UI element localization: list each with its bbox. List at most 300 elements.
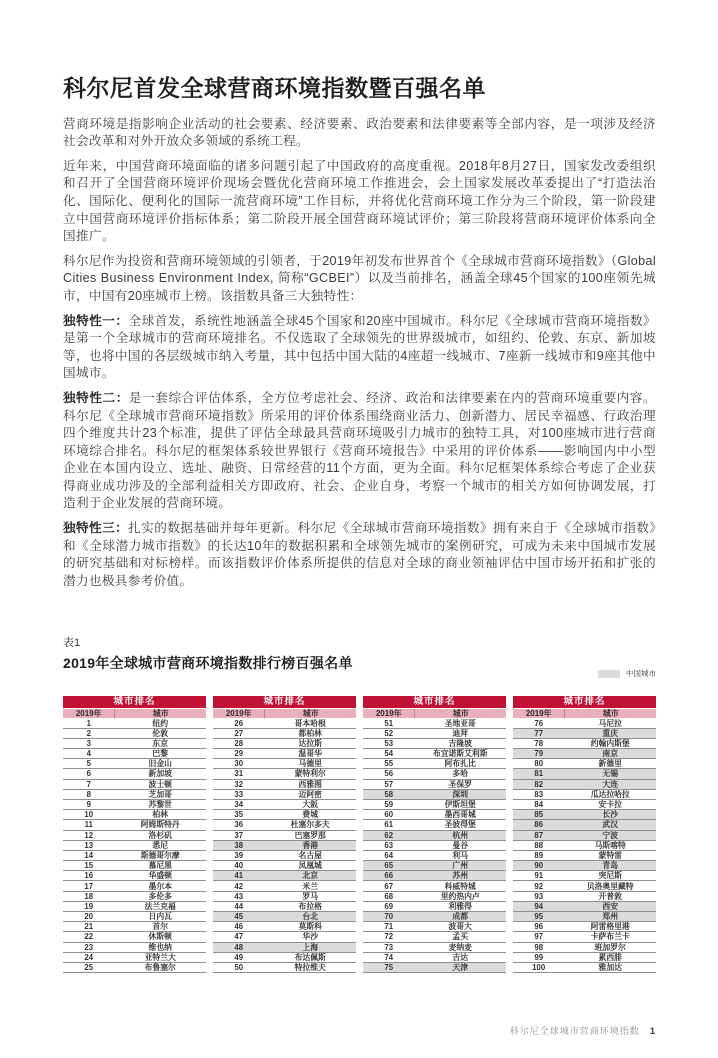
- city-cell: 郑州: [602, 912, 619, 922]
- rank-cell: 78: [534, 738, 544, 748]
- table-row: [213, 800, 356, 810]
- table-row: [363, 963, 506, 973]
- rank-cell: 56: [384, 769, 394, 779]
- rank-cell: 21: [84, 922, 94, 932]
- rank-cell: 52: [384, 728, 394, 738]
- city-cell: 米兰: [302, 881, 319, 891]
- table-row: [213, 820, 356, 830]
- rank-cell: 61: [384, 820, 394, 830]
- city-cell: 布鲁塞尔: [144, 963, 176, 973]
- city-cell: 宁波: [602, 830, 619, 840]
- table-row: [363, 871, 506, 881]
- city-cell: 慕尼黑: [148, 861, 172, 871]
- rank-cell: 99: [534, 952, 544, 962]
- table-row: [513, 780, 656, 790]
- rank-cell: 74: [384, 952, 394, 962]
- city-cell: 累西腓: [598, 952, 622, 962]
- city-cell: 迈阿密: [298, 789, 322, 799]
- city-cell: 首尔: [152, 922, 169, 932]
- table-row: [513, 943, 656, 953]
- city-cell: 伊斯坦堡: [444, 800, 476, 810]
- city-cell: 香港: [302, 840, 319, 850]
- rank-cell: 10: [84, 810, 94, 820]
- city-cell: 凤凰城: [298, 861, 322, 871]
- rank-cell: 59: [384, 800, 394, 810]
- ranking-column: [63, 696, 206, 973]
- city-cell: 孟买: [452, 932, 469, 942]
- city-cell: 成都: [452, 912, 469, 922]
- column-header: 城市排名: [63, 696, 206, 708]
- table-row: [513, 739, 656, 749]
- table-row: [513, 892, 656, 902]
- rank-cell: 36: [234, 820, 244, 830]
- rank-cell: 75: [384, 963, 394, 973]
- table-row: [213, 810, 356, 820]
- city-cell: 圣地亚哥: [444, 718, 476, 728]
- rank-cell: 14: [84, 850, 94, 860]
- rank-cell: 81: [534, 769, 544, 779]
- city-cell: 日内瓦: [148, 912, 172, 922]
- table-row: [63, 790, 206, 800]
- table-row: [363, 912, 506, 922]
- city-cell: 青岛: [602, 861, 619, 871]
- rank-cell: 41: [234, 871, 244, 881]
- city-cell: 墨尔本: [148, 881, 172, 891]
- table-row: [63, 759, 206, 769]
- table-row: [513, 841, 656, 851]
- table-row: [513, 800, 656, 810]
- rank-cell: 28: [234, 738, 244, 748]
- rank-cell: 35: [234, 810, 244, 820]
- city-cell: 西安: [602, 901, 619, 911]
- city-cell: 无锡: [602, 769, 619, 779]
- city-cell: 武汉: [602, 820, 619, 830]
- city-cell: 墨西哥城: [444, 810, 476, 820]
- table-row: [63, 932, 206, 942]
- table-row: [213, 749, 356, 759]
- rank-cell: 91: [534, 871, 544, 881]
- ranking-column: [513, 696, 656, 973]
- city-cell: 巴塞罗那: [294, 830, 326, 840]
- rank-cell: 29: [234, 749, 244, 759]
- rank-cell: 26: [234, 718, 244, 728]
- rank-cell: 54: [384, 749, 394, 759]
- rank-cell: 94: [534, 901, 544, 911]
- rank-cell: 38: [234, 840, 244, 850]
- paragraph: 独特性三：扎实的数据基础并每年更新。科尔尼《全球城市营商环境指数》拥有来自于《全球城市指数》和《全球潜力城市指数》的长达10年的数据积累和全球领先城市的案例研究，可成为未来中国城市发展的研究基础和对标榜样。而该指数评价体系所提供的信息对全球的商业领袖评估中国市场开拓和扩张的潜力也极具参考价值。: [63, 521, 656, 588]
- city-cell: 苏州: [452, 871, 469, 881]
- city-cell: 莫斯科: [298, 922, 322, 932]
- table-row: [363, 841, 506, 851]
- table-row: [513, 790, 656, 800]
- table-row: [213, 861, 356, 871]
- table-row: [363, 749, 506, 759]
- rank-cell: 17: [84, 881, 94, 891]
- city-cell: 布拉格: [298, 901, 322, 911]
- rank-cell: 77: [534, 728, 544, 738]
- column-subheader: [63, 708, 206, 718]
- city-cell: 名古屋: [298, 850, 322, 860]
- table-row: [363, 932, 506, 942]
- rank-cell: 92: [534, 881, 544, 891]
- footer-text: 科尔尼全球城市营商环境指数: [509, 1026, 640, 1036]
- city-cell: 曼谷: [452, 840, 469, 850]
- table-row: [213, 769, 356, 779]
- table-row: [213, 943, 356, 953]
- rank-cell: 5: [86, 759, 91, 769]
- city-cell: 斯德哥尔摩: [140, 850, 180, 860]
- rank-cell: 89: [534, 850, 544, 860]
- city-cell: 多伦多: [148, 891, 172, 901]
- city-cell: 马尼拉: [598, 718, 622, 728]
- ranking-column: [213, 696, 356, 973]
- column-header: 城市排名: [513, 696, 656, 708]
- table-row: [63, 769, 206, 779]
- table-row: [363, 851, 506, 861]
- rank-cell: 42: [234, 881, 244, 891]
- rank-cell: 47: [234, 932, 244, 942]
- table-row: [63, 851, 206, 861]
- city-cell: 特拉维夫: [294, 963, 326, 973]
- rank-cell: 33: [234, 789, 244, 799]
- rank-cell: 25: [84, 963, 94, 973]
- city-cell: 安卡拉: [598, 800, 622, 810]
- rank-cell: 60: [384, 810, 394, 820]
- city-cell: 吉隆坡: [448, 738, 472, 748]
- city-cell: 里约热内卢: [440, 891, 480, 901]
- column-subheader: [513, 708, 656, 718]
- table-row: [513, 963, 656, 973]
- table-row: [363, 810, 506, 820]
- city-cell: 亚特兰大: [144, 952, 176, 962]
- city-cell: 天津: [452, 963, 469, 973]
- table-row: [363, 831, 506, 841]
- table-row: [213, 881, 356, 891]
- rank-cell: 24: [84, 952, 94, 962]
- year-column-header: 2019年: [525, 709, 552, 719]
- city-cell: 休斯顿: [148, 932, 172, 942]
- rank-cell: 55: [384, 759, 394, 769]
- table-row: [363, 820, 506, 830]
- column-subheader: [363, 708, 506, 718]
- city-cell: 开普敦: [598, 891, 622, 901]
- city-cell: 圣彼得堡: [444, 820, 476, 830]
- rank-cell: 7: [86, 779, 91, 789]
- city-cell: 北京: [302, 871, 319, 881]
- city-cell: 苏黎世: [148, 800, 172, 810]
- table-row: [513, 851, 656, 861]
- rank-cell: 16: [84, 871, 94, 881]
- table-row: [363, 902, 506, 912]
- table-row: [213, 932, 356, 942]
- rank-cell: 34: [234, 800, 244, 810]
- paragraph-lead: 独特性二：: [63, 390, 129, 405]
- rank-cell: 23: [84, 942, 94, 952]
- city-cell: 伦敦: [152, 728, 169, 738]
- rank-cell: 96: [534, 922, 544, 932]
- table-row: [513, 881, 656, 891]
- table-row: [63, 892, 206, 902]
- city-cell: 马斯喀特: [594, 840, 626, 850]
- table-row: [213, 841, 356, 851]
- paragraph: 独特性二：是一套综合评估体系，全方位考虑社会、经济、政治和法律要素在内的营商环境重要内容。科尔尼《全球城市营商环境指数》所采用的评价体系围绕商业活力、创新潜力、居民幸福感、行政治理四个维度共计23个标准，提供了评估全球最具营商环境吸引力城市的独特工具，对100座城市进行营商环境综合排名。科尔尼的框架体系较世界银行《营商环境报告》中采用的评价体系——影响国内中小型企业在本国内设立、选址、融资、日常经营的11个方面，更为全面。科尔尼框架体系综合考虑了企业获得商业成功涉及的全部利益相关方即政府、社会、企业自身，考察一个城市的相关方如何协调发展，打造利于企业发展的营商环境。: [63, 390, 657, 511]
- column-header: 城市排名: [363, 696, 506, 708]
- table-row: [363, 881, 506, 891]
- table-row: [363, 922, 506, 932]
- city-cell: 南京: [602, 749, 619, 759]
- rank-cell: 8: [86, 789, 91, 799]
- city-cell: 多哈: [452, 769, 469, 779]
- table-row: [513, 831, 656, 841]
- city-cell: 维也纳: [148, 942, 172, 952]
- rank-cell: 84: [534, 800, 544, 810]
- city-cell: 蒙特雷: [598, 850, 622, 860]
- table-row: [513, 749, 656, 759]
- rank-cell: 90: [534, 861, 544, 871]
- year-column-header: 2019年: [375, 709, 402, 719]
- city-cell: 悉尼: [152, 840, 169, 850]
- city-column-header: 城市: [564, 709, 656, 718]
- rank-cell: 93: [534, 891, 544, 901]
- table-title: 2019年全球城市营商环境指数排行榜百强名单: [63, 655, 353, 672]
- table-row: [63, 963, 206, 973]
- city-cell: 利马: [452, 850, 469, 860]
- rank-cell: 6: [86, 769, 91, 779]
- rank-cell: 62: [384, 830, 394, 840]
- body-paragraphs: [63, 116, 656, 591]
- rank-cell: 51: [384, 718, 394, 728]
- city-cell: 约翰内斯堡: [590, 738, 630, 748]
- rank-cell: 88: [534, 840, 544, 850]
- table-row: [213, 912, 356, 922]
- city-cell: 波士顿: [148, 779, 172, 789]
- city-cell: 哥本哈根: [294, 718, 326, 728]
- city-cell: 芝加哥: [148, 789, 172, 799]
- rank-cell: 67: [384, 881, 394, 891]
- table-row: [63, 831, 206, 841]
- city-column-header: 城市: [414, 709, 506, 718]
- rank-cell: 22: [84, 932, 94, 942]
- city-cell: 布宜诺斯艾利斯: [432, 749, 488, 759]
- rank-cell: 43: [234, 891, 244, 901]
- table-row: [213, 780, 356, 790]
- city-cell: 温哥华: [298, 749, 322, 759]
- table-row: [63, 780, 206, 790]
- table-row: [63, 881, 206, 891]
- rank-cell: 85: [534, 810, 544, 820]
- table-row: [63, 943, 206, 953]
- city-cell: 雅加达: [598, 963, 622, 973]
- city-cell: 马德里: [298, 759, 322, 769]
- table-row: [213, 739, 356, 749]
- page-footer: [510, 1024, 655, 1037]
- table-row: [63, 902, 206, 912]
- rank-cell: 12: [84, 830, 94, 840]
- city-cell: 长沙: [602, 810, 619, 820]
- table-row: [63, 729, 206, 739]
- rank-cell: 39: [234, 850, 244, 860]
- rank-cell: 79: [534, 749, 544, 759]
- table-row: [213, 871, 356, 881]
- rank-cell: 11: [84, 820, 93, 830]
- table-section: [63, 634, 656, 973]
- city-column-header: 城市: [114, 709, 206, 718]
- rank-cell: 46: [234, 922, 244, 932]
- city-cell: 阿雷格里港: [590, 922, 630, 932]
- paragraph: 科尔尼作为投资和营商环境领域的引领者，于2019年初发布世界首个《全球城市营商环境指数》（Global Cities Business Environment Index, 简称“GCBEI”）以及当前排名，涵盖全球45个国家的100座领先城市，中国有20座城市上榜。该指数具备三大独特性：: [63, 253, 656, 303]
- rank-cell: 68: [384, 891, 394, 901]
- city-cell: 东京: [152, 738, 169, 748]
- rank-cell: 53: [384, 738, 394, 748]
- rank-cell: 45: [234, 912, 244, 922]
- table-row: [363, 718, 506, 728]
- year-column-header: 2019年: [75, 709, 102, 719]
- rank-cell: 100: [532, 963, 546, 973]
- table-row: [363, 739, 506, 749]
- city-cell: 柏林: [152, 810, 169, 820]
- city-cell: 广州: [452, 861, 469, 871]
- rank-cell: 69: [384, 901, 394, 911]
- paragraph: 营商环境是指影响企业活动的社会要素、经济要素、政治要素和法律要素等全部内容，是一项涉及经济社会改革和对外开放众多领域的系统工程。: [63, 116, 656, 149]
- city-column-header: 城市: [264, 709, 356, 718]
- table-row: [213, 759, 356, 769]
- table-row: [63, 953, 206, 963]
- china-city-swatch: [598, 670, 620, 678]
- city-cell: 迪拜: [452, 728, 469, 738]
- paragraph: 独特性一：全球首发，系统性地涵盖全球45个国家和20座中国城市。科尔尼《全球城市营商环境指数》是第一个全球城市的营商环境排名。不仅选取了全球领先的世界级城市，如纽约、伦敦、东京、新加坡等，也将中国的各层级城市纳入考量，其中包括中国大陆的4座超一线城市、7座新一线城市和9座其他中国城市。: [63, 313, 656, 381]
- ranking-column: [363, 696, 506, 973]
- city-cell: 法兰克福: [144, 901, 176, 911]
- city-cell: 新德里: [598, 759, 622, 769]
- paragraph-lead: 独特性三：: [63, 521, 129, 536]
- table-row: [513, 729, 656, 739]
- table-row: [513, 932, 656, 942]
- city-cell: 布达佩斯: [294, 952, 326, 962]
- report-content: [63, 75, 656, 973]
- rank-cell: 13: [84, 840, 94, 850]
- table-row: [213, 729, 356, 739]
- city-cell: 纽约: [152, 718, 169, 728]
- table-row: [213, 718, 356, 728]
- city-cell: 麦纳麦: [448, 942, 472, 952]
- rank-cell: 64: [384, 850, 394, 860]
- rank-cell: 76: [534, 718, 544, 728]
- city-cell: 贝洛奥里藏特: [586, 881, 634, 891]
- rank-cell: 32: [234, 779, 244, 789]
- rank-cell: 63: [384, 840, 394, 850]
- table-row: [63, 739, 206, 749]
- city-cell: 阿姆斯特丹: [140, 820, 180, 830]
- table-row: [363, 953, 506, 963]
- city-cell: 卡萨布兰卡: [590, 932, 630, 942]
- table-row: [63, 749, 206, 759]
- rank-cell: 20: [84, 912, 94, 922]
- table-row: [513, 871, 656, 881]
- table-row: [363, 800, 506, 810]
- page-number: 1: [649, 1026, 655, 1037]
- table-row: [213, 902, 356, 912]
- china-city-legend: [598, 668, 656, 679]
- table-row: [513, 861, 656, 871]
- table-label: 表1: [63, 637, 81, 650]
- city-cell: 罗马: [302, 891, 319, 901]
- rank-cell: 27: [234, 728, 244, 738]
- rank-cell: 97: [534, 932, 544, 942]
- year-column-header: 2019年: [225, 709, 252, 719]
- paragraph: 近年来，中国营商环境面临的诸多问题引起了中国政府的高度重视。2018年8月27日，国家发改委组织和召开了全国营商环境评价现场会暨优化营商环境工作推进会，会上国家发展改革委提出了“打造法治化、国际化、便利化的国际一流营商环境”工作目标，并将优化营商环境工作分为三个阶段，第一阶段建立中国营商环境评价指标体系；第二阶段开展全国营商环境试评价；第三阶段将营商环境评价体系向全国推广。: [63, 158, 656, 244]
- rank-cell: 66: [384, 871, 394, 881]
- rank-cell: 87: [534, 830, 544, 840]
- table-row: [63, 810, 206, 820]
- city-cell: 吉达: [452, 952, 469, 962]
- city-cell: 巴黎: [152, 749, 169, 759]
- city-cell: 西雅图: [298, 779, 322, 789]
- rank-cell: 57: [384, 779, 394, 789]
- city-cell: 杜塞尔多夫: [290, 820, 330, 830]
- table-row: [63, 912, 206, 922]
- city-cell: 都柏林: [298, 728, 322, 738]
- rank-cell: 83: [534, 789, 544, 799]
- table-row: [213, 831, 356, 841]
- rank-cell: 95: [534, 912, 544, 922]
- table-row: [363, 729, 506, 739]
- rank-cell: 40: [234, 861, 244, 871]
- rank-cell: 48: [234, 942, 244, 952]
- rank-cell: 49: [234, 952, 244, 962]
- column-subheader: [213, 708, 356, 718]
- rank-cell: 82: [534, 779, 544, 789]
- table-row: [63, 871, 206, 881]
- city-cell: 大阪: [302, 800, 319, 810]
- rank-cell: 72: [384, 932, 394, 942]
- rank-cell: 3: [86, 738, 91, 748]
- city-cell: 台北: [302, 912, 319, 922]
- table-row: [63, 922, 206, 932]
- city-cell: 大连: [602, 779, 619, 789]
- table-row: [213, 953, 356, 963]
- table-row: [513, 820, 656, 830]
- rank-cell: 1: [86, 718, 91, 728]
- column-header: 城市排名: [213, 696, 356, 708]
- table-row: [363, 790, 506, 800]
- table-row: [363, 780, 506, 790]
- city-cell: 深圳: [452, 789, 469, 799]
- table-row: [513, 810, 656, 820]
- city-cell: 利雅得: [448, 901, 472, 911]
- table-row: [513, 718, 656, 728]
- rank-cell: 19: [84, 901, 94, 911]
- city-cell: 圣保罗: [448, 779, 472, 789]
- rank-cell: 80: [534, 759, 544, 769]
- table-row: [513, 769, 656, 779]
- table-row: [213, 963, 356, 973]
- rank-cell: 98: [534, 942, 544, 952]
- rank-cell: 86: [534, 820, 544, 830]
- table-row: [513, 902, 656, 912]
- table-row: [363, 861, 506, 871]
- city-cell: 瓜达拉哈拉: [590, 789, 630, 799]
- city-cell: 达拉斯: [298, 738, 322, 748]
- table-row: [63, 861, 206, 871]
- ranking-table: [63, 696, 656, 973]
- table-row: [513, 922, 656, 932]
- table-row: [63, 718, 206, 728]
- table-row: [363, 759, 506, 769]
- rank-cell: 30: [234, 759, 244, 769]
- rank-cell: 15: [84, 861, 94, 871]
- city-cell: 蒙特利尔: [294, 769, 326, 779]
- rank-cell: 31: [234, 769, 244, 779]
